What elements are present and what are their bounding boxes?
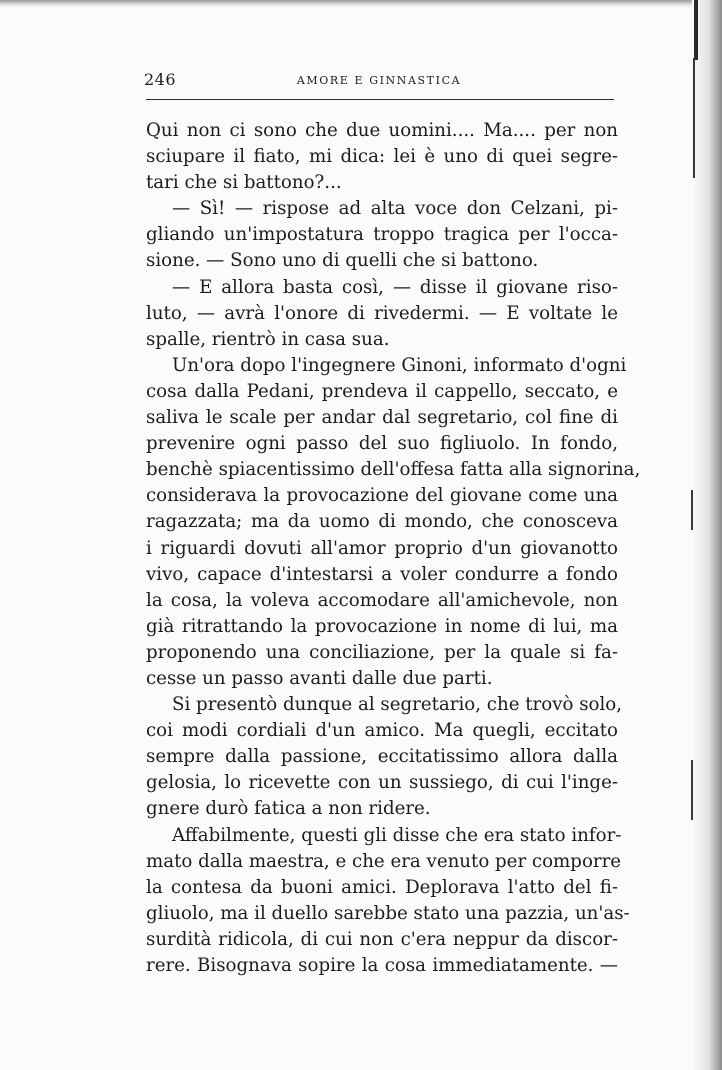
text-line: i riguardi dovuti all'amor proprio d'un giovanotto (146, 537, 618, 559)
page-right-edge (692, 0, 722, 1070)
text-line: sciupare il fiato, mi dica: lei è uno di quei segre- (146, 146, 618, 168)
text-line: cesse un passo avanti dalle due parti. (146, 667, 493, 689)
body-text (146, 118, 641, 979)
header-rule (146, 99, 614, 100)
text-line: sione. — Sono uno di quelli che si battono. (146, 250, 539, 272)
text-line: rere. Bisognava sopire la cosa immediatamente. — (146, 955, 618, 976)
text-line: Affabilmente, questi gli disse che era stato infor- (172, 824, 622, 846)
page-header (144, 70, 614, 92)
text-line: la contesa da buoni amici. Deplorava l'atto del fi- (146, 876, 618, 898)
page-edge-bar (694, 0, 698, 60)
text-line: saliva le scale per andar dal segretario, col fine di (146, 407, 618, 429)
text-line: mato dalla maestra, e che era venuto per comporre (146, 850, 622, 872)
running-title: AMORE E GINNASTICA (296, 74, 462, 87)
text-line: — E allora basta così, — disse il giovane riso- (172, 276, 618, 298)
page-edge-mark (693, 58, 695, 178)
text-line: sempre dalla passione, eccitatissimo allora dalla (146, 746, 618, 768)
text-line: già ritrattando la provocazione in nome di lui, ma (146, 615, 618, 637)
text-line: prevenire ogni passo del suo figliuolo. In fondo, (146, 433, 618, 455)
text-line: surdità ridicola, di cui non c'era neppur da discor- (146, 928, 618, 950)
text-line: Un'ora dopo l'ingegnere Ginoni, informato d'ogni (172, 354, 627, 376)
text-line: gnere durò fatica a non ridere. (146, 798, 431, 820)
text-line: Si presentò dunque al segretario, che trovò solo, (172, 694, 623, 716)
text-line: vivo, capace d'intestarsi a voler condurre a fondo (146, 563, 618, 585)
text-line: tari che si battono?... (146, 172, 342, 194)
text-line: ragazzata; ma da uomo di mondo, che conosceva (146, 511, 618, 533)
text-line: luto, — avrà l'onore di rivedermi. — E voltate le (146, 302, 618, 324)
text-line: gliuolo, ma il duello sarebbe stato una pazzia, un'as- (146, 902, 630, 924)
text-line: gelosia, lo ricevette con un sussiego, di cui l'inge- (146, 772, 618, 794)
page-number: 246 (144, 70, 177, 89)
text-line: coi modi cordiali d'un amico. Ma quegli, eccitato (146, 720, 618, 742)
text-line: benchè spiacentissimo dell'offesa fatta alla signorina, (146, 459, 641, 481)
text-line: — Sì! — rispose ad alta voce don Celzani, pi- (172, 198, 618, 220)
page-edge-mark (691, 490, 693, 530)
text-line: considerava la provocazione del giovane come una (146, 485, 618, 507)
text-line: proponendo una conciliazione, per la quale si fa- (146, 641, 618, 663)
text-line: spalle, rientrò in casa sua. (146, 328, 390, 350)
page-top-shadow (0, 0, 722, 8)
text-line: Qui non ci sono che due uomini.... Ma.... per non (146, 120, 618, 141)
text-line: gliando un'impostatura troppo tragica per l'occa- (146, 224, 618, 246)
text-line: la cosa, la voleva accomodare all'amichevole, non (146, 589, 618, 611)
page-edge-mark (691, 760, 693, 820)
text-line: cosa dalla Pedani, prendeva il cappello, seccato, e (146, 380, 618, 402)
